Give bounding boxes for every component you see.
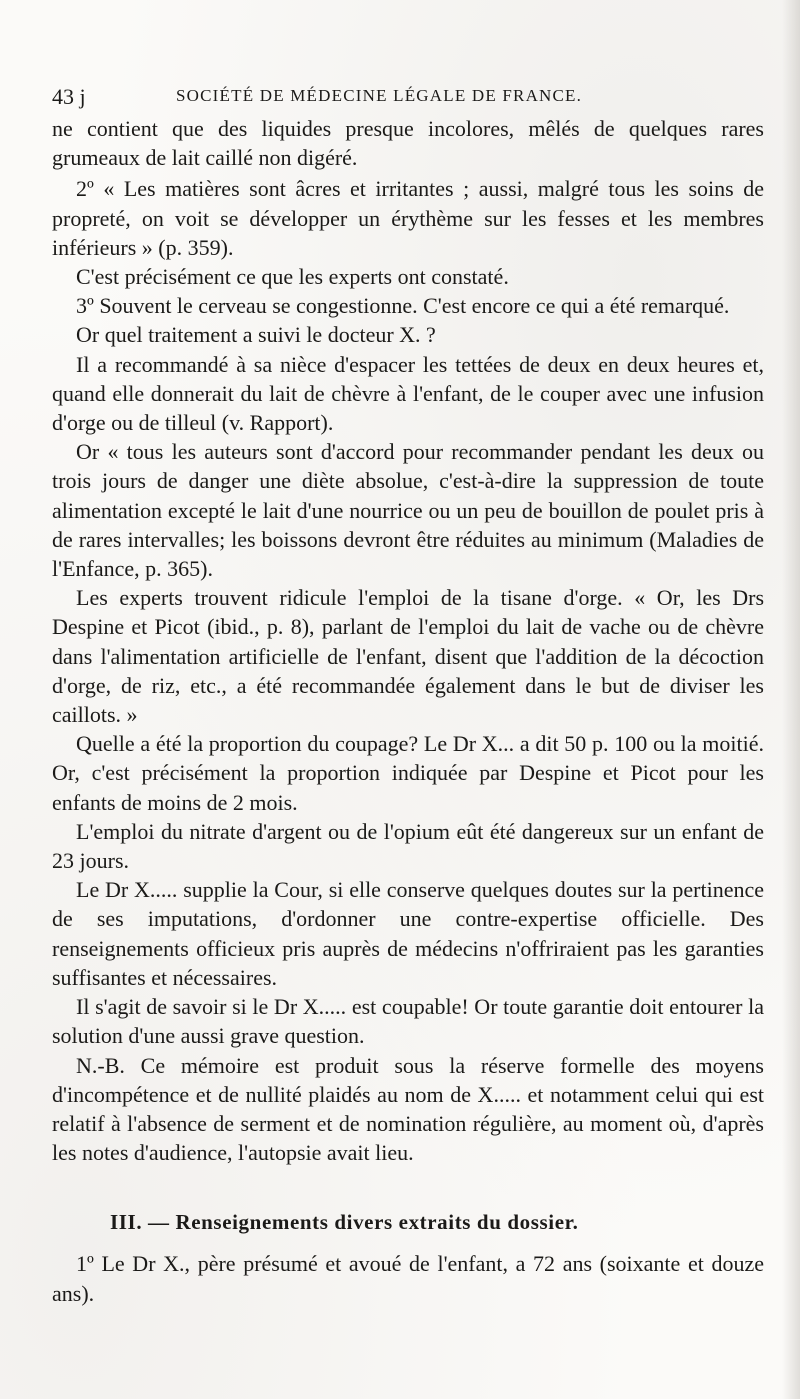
paragraph-1: ne contient que des liquides presque incolores, mêlés de quelques rares grumeaux de lait caillé non digéré.: [52, 116, 764, 171]
paragraph-13: N.-B. Ce mémoire est produit sous la réserve formelle des moyens d'incompétence et de nullité plaidés au nom de X..... et notamment celui qui est relatif à l'absence de serment et de nomination régulière, au moment où, d'après les notes d'audience, l'autopsie avait lieu.: [52, 1052, 764, 1166]
paragraph-11: Le Dr X..... supplie la Cour, si elle conserve quelques doutes sur la pertinence de ses imputations, d'ordonner une contre-expertise officielle. Des renseignements officieux pris auprès de médecins n'offriraient pas les garanties suffisantes et nécessaires.: [52, 877, 764, 990]
paragraph-4: 3º Souvent le cerveau se congestionne. C'est encore ce qui a été remarqué.: [76, 293, 730, 319]
paragraph-5: Or quel traitement a suivi le docteur X. ?: [76, 322, 436, 348]
paragraph-9: Quelle a été la proportion du coupage? Le Dr X... a dit 50 p. 100 ou la moitié. Or, c'est précisément la proportion indiquée par Despine et Picot pour les enfants de moins de 2 mois.: [52, 731, 764, 815]
section-heading: III. — Renseignements divers extraits du dossier.: [110, 1210, 579, 1235]
paragraph-10: L'emploi du nitrate d'argent ou de l'opium eût été dangereux sur un enfant de 23 jours.: [52, 818, 764, 874]
paragraph-3: C'est précisément ce que les experts ont constaté.: [76, 264, 509, 290]
page-header: [52, 78, 764, 114]
paragraph-7: Or « tous les auteurs sont d'accord pour recommander pendant les deux ou trois jours de danger une diète absolue, c'est-à-dire la suppression de toute alimentation excepté le lait d'une nourrice ou un peu de bouillon de poulet pris à de rares intervalles; les boissons devront être réduites au minimum (Maladies de l'Enfance, p. 365).: [52, 439, 764, 582]
final-paragraph: 1º Le Dr X., père présumé et avoué de l'enfant, a 72 ans (soixante et douze ans).: [52, 1251, 764, 1306]
page-binding-shadow: [782, 0, 800, 1399]
running-head: SOCIÉTÉ DE MÉDECINE LÉGALE DE FRANCE.: [176, 86, 583, 105]
body-text: [52, 114, 764, 1167]
paragraph-12: Il s'agit de savoir si le Dr X..... est coupable! Or toute garantie doit entourer la solution d'une aussi grave question.: [52, 994, 764, 1049]
document-page: [52, 78, 764, 1330]
page-number: 43 j: [52, 84, 86, 109]
paragraph-2: 2º « Les matières sont âcres et irritantes ; aussi, malgré tous les soins de propreté, on voit se développer un érythème sur les fesses et les membres inférieurs » (p. 359).: [52, 176, 764, 260]
paragraph-6: Il a recommandé à sa nièce d'espacer les tettées de deux en deux heures et, quand elle donnerait du lait de chèvre à l'enfant, de le couper avec une infusion d'orge ou de tilleul (v. Rapport).: [52, 351, 764, 436]
paragraph-8: Les experts trouvent ridicule l'emploi de la tisane d'orge. « Or, les Drs Despine et Picot (ibid., p. 8), parlant de l'emploi du lait de vache ou de chèvre dans l'alimentation artificielle de l'enfant, disent que l'addition de la décoction d'orge, de riz, etc., a été recommandée également dans le but de diviser les caillots. »: [52, 585, 764, 728]
